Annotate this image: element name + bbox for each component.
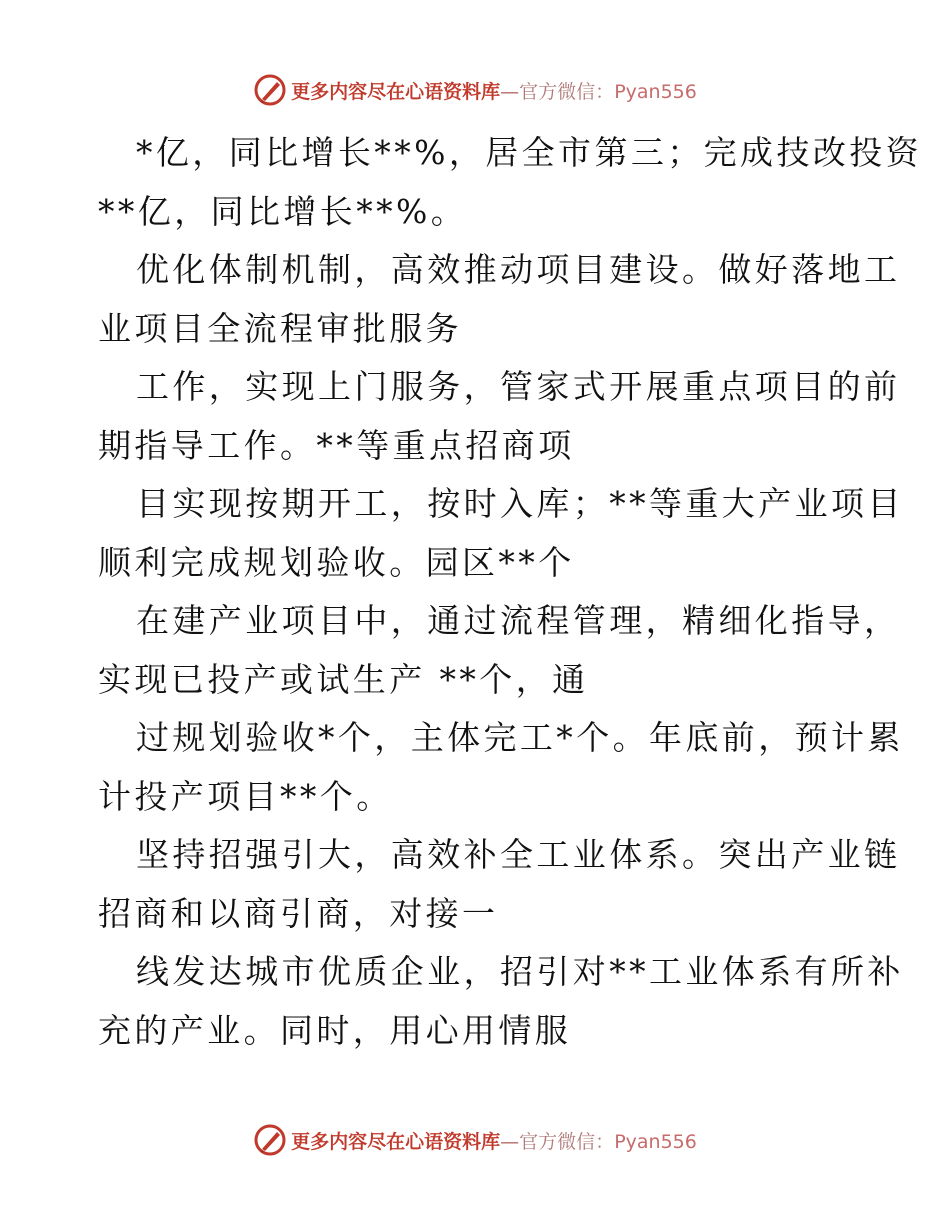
- watermark-wechat-label: 官方微信：: [519, 80, 615, 103]
- watermark-wechat-id: Pyan556: [614, 80, 697, 103]
- quill-pen-logo-icon: [253, 1123, 287, 1157]
- watermark-dash: —: [500, 1130, 520, 1153]
- body-line: *亿，同比增长**%，居全市第三；完成技改投资: [136, 133, 923, 172]
- body-line: 优化体制机制，高效推动项目建设。做好落地工: [136, 250, 901, 289]
- header-watermark: [0, 72, 950, 108]
- footer-watermark: [0, 1122, 950, 1158]
- body-line: 实现已投产或试生产 **个，通: [98, 659, 589, 699]
- body-line: 业项目全流程审批服务: [98, 308, 462, 348]
- body-line: **亿，同比增长**%。: [98, 191, 468, 231]
- body-line: 期指导工作。**等重点招商项: [98, 425, 575, 465]
- watermark-wechat-label: 官方微信：: [519, 1130, 615, 1153]
- body-line: 招商和以商引商，对接一: [98, 893, 499, 933]
- document-body: [98, 124, 923, 1060]
- watermark-group: [253, 1123, 697, 1157]
- quill-pen-logo-icon: [253, 73, 287, 107]
- body-line: 充的产业。同时，用心用情服: [98, 1010, 572, 1050]
- body-line: 计投产项目**个。: [98, 776, 393, 816]
- watermark-wechat-id: Pyan556: [614, 1130, 697, 1153]
- watermark-group: [253, 73, 697, 107]
- watermark-site-name: 更多内容尽在心语资料库: [291, 1130, 501, 1153]
- watermark-text: [291, 1127, 697, 1154]
- body-line: 坚持招强引大，高效补全工业体系。突出产业链: [136, 835, 901, 874]
- body-line: 在建产业项目中，通过流程管理，精细化指导，: [136, 601, 901, 640]
- body-line: 过规划验收*个，主体完工*个。年底前，预计累: [136, 718, 904, 757]
- watermark-text: [291, 77, 697, 104]
- body-line: 目实现按期开工，按时入库；**等重大产业项目: [136, 484, 904, 523]
- body-line: 线发达城市优质企业，招引对**工业体系有所补: [136, 952, 904, 991]
- body-line: 工作，实现上门服务，管家式开展重点项目的前: [136, 367, 901, 406]
- watermark-dash: —: [500, 80, 520, 103]
- body-line: 顺利完成规划验收。园区**个: [98, 542, 575, 582]
- watermark-site-name: 更多内容尽在心语资料库: [291, 80, 501, 103]
